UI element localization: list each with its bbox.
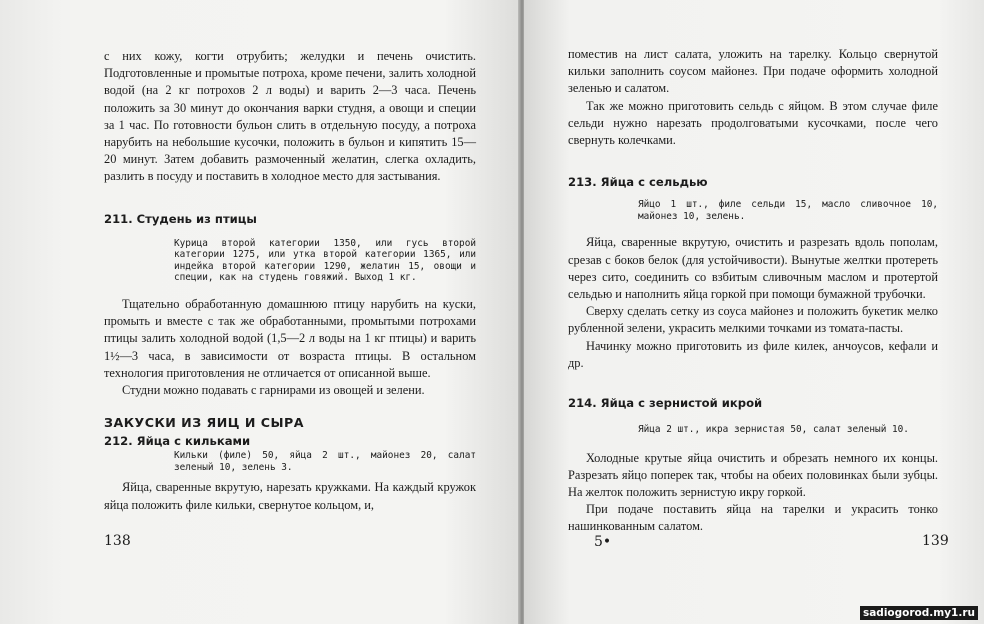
watermark: sadiogorod.my1.ru bbox=[860, 606, 978, 620]
left-page-text bbox=[104, 48, 476, 514]
left-page-number: 138 bbox=[104, 533, 131, 549]
recipe-213-para3: Начинку можно приготовить из филе килек, анчоусов, кефали и др. bbox=[568, 338, 938, 370]
recipe-211-ingredients: Курица второй категории 1350, или гусь второй категории 1275, или утка второй категории 1365, или индейка второй категории 1290, желатин 15, овощи и специи, как на студень говяжий. Выход 1 кг. bbox=[174, 237, 476, 284]
recipe-212-ingredients: Кильки (филе) 50, яйца 2 шт., майонез 20, салат зеленый 10, зелень 3. bbox=[174, 450, 476, 473]
intro-paragraph: с них кожу, когти отрубить; желудки и печень очистить. Подготовленные и промытые потроха, кроме печени, залить холодной водой (на 2 кг потрохов 2 л воды) и варить 2—3 часа. Печень положить за 30 минут до окончания варки студня, а овощи и специи за 1 час. По готовности бульон слить в отдельную посуду, а потроха нарубить на небольшие кусочки, положить в бульон и кипятить 15—20 минут. Затем добавить размоченный желатин, слегка охладить, разлить в посуду и поставить в холодное место для застывания. bbox=[104, 49, 476, 184]
recipe-211-para1: Тщательно обработанную домашнюю птицу нарубить на куски, промыть и вместе с так же обработанными, промытыми потрохами птицы залить холодной водой (1,5—2 л воды на 1 кг птицы) и варить 1½—3 часа, в зависимости от возраста птицы. В остальном технология приготовления не отличается от описанной выше. bbox=[104, 297, 476, 380]
right-page-text bbox=[568, 46, 938, 536]
recipe-213-para2: Сверху сделать сетку из соуса майонез и положить букетик мелко рубленной зелени, украсить мелкими точками из томата-пасты. bbox=[568, 304, 938, 336]
section-title: ЗАКУСКИ ИЗ ЯИЦ И СЫРА bbox=[104, 415, 305, 431]
recipe-211-title: 211. Студень из птицы bbox=[104, 211, 257, 226]
recipe-214-para1: Холодные крутые яйца очистить и обрезать немного их концы. Разрезать яйцо поперек так, чтобы на обеих половинках были зубцы. На желток положить зернистую икру горкой. bbox=[568, 450, 938, 500]
signature-mark: 5• bbox=[594, 534, 612, 550]
recipe-213-para1: Яйца, сваренные вкрутую, очистить и разрезать вдоль пополам, срезав с боков белок (для устойчивости). Вынутые желтки протереть через сито, соединить со взбитым сливочным маслом и протертой сельдью и наполнить яйца горкой при помощи бумажной трубочки. bbox=[568, 235, 938, 302]
recipe-214-para2: При подаче поставить яйца на тарелки и украсить тонко нашинкованным салатом. bbox=[568, 502, 938, 534]
right-page-number: 139 bbox=[922, 533, 949, 549]
continuation-paragraph-1: поместив на лист салата, уложить на тарелку. Кольцо свернутой кильки заполнить соусом майонез. При подаче оформить холодной зеленью и салатом. bbox=[568, 47, 938, 96]
recipe-213-title: 213. Яйца с сельдью bbox=[568, 175, 708, 190]
recipe-214-title: 214. Яйца с зернистой икрой bbox=[568, 396, 763, 411]
recipe-211-para2: Студни можно подавать с гарнирами из овощей и зелени. bbox=[122, 383, 425, 398]
recipe-213-ingredients: Яйцо 1 шт., филе сельди 15, масло сливочное 10, майонез 10, зелень. bbox=[638, 199, 938, 222]
continuation-paragraph-2: Так же можно приготовить сельдь с яйцом. В этом случае филе сельди нужно нарезать продолговатыми кусочками, после чего свернуть колечками. bbox=[568, 98, 938, 148]
recipe-214-ingredients: Яйца 2 шт., икра зернистая 50, салат зеленый 10. bbox=[638, 424, 909, 436]
recipe-212-para1: Яйца, сваренные вкрутую, нарезать кружками. На каждый кружок яйца положить филе кильки, свернутое кольцом, и, bbox=[104, 480, 476, 512]
recipe-212-title: 212. Яйца с кильками bbox=[104, 434, 251, 449]
